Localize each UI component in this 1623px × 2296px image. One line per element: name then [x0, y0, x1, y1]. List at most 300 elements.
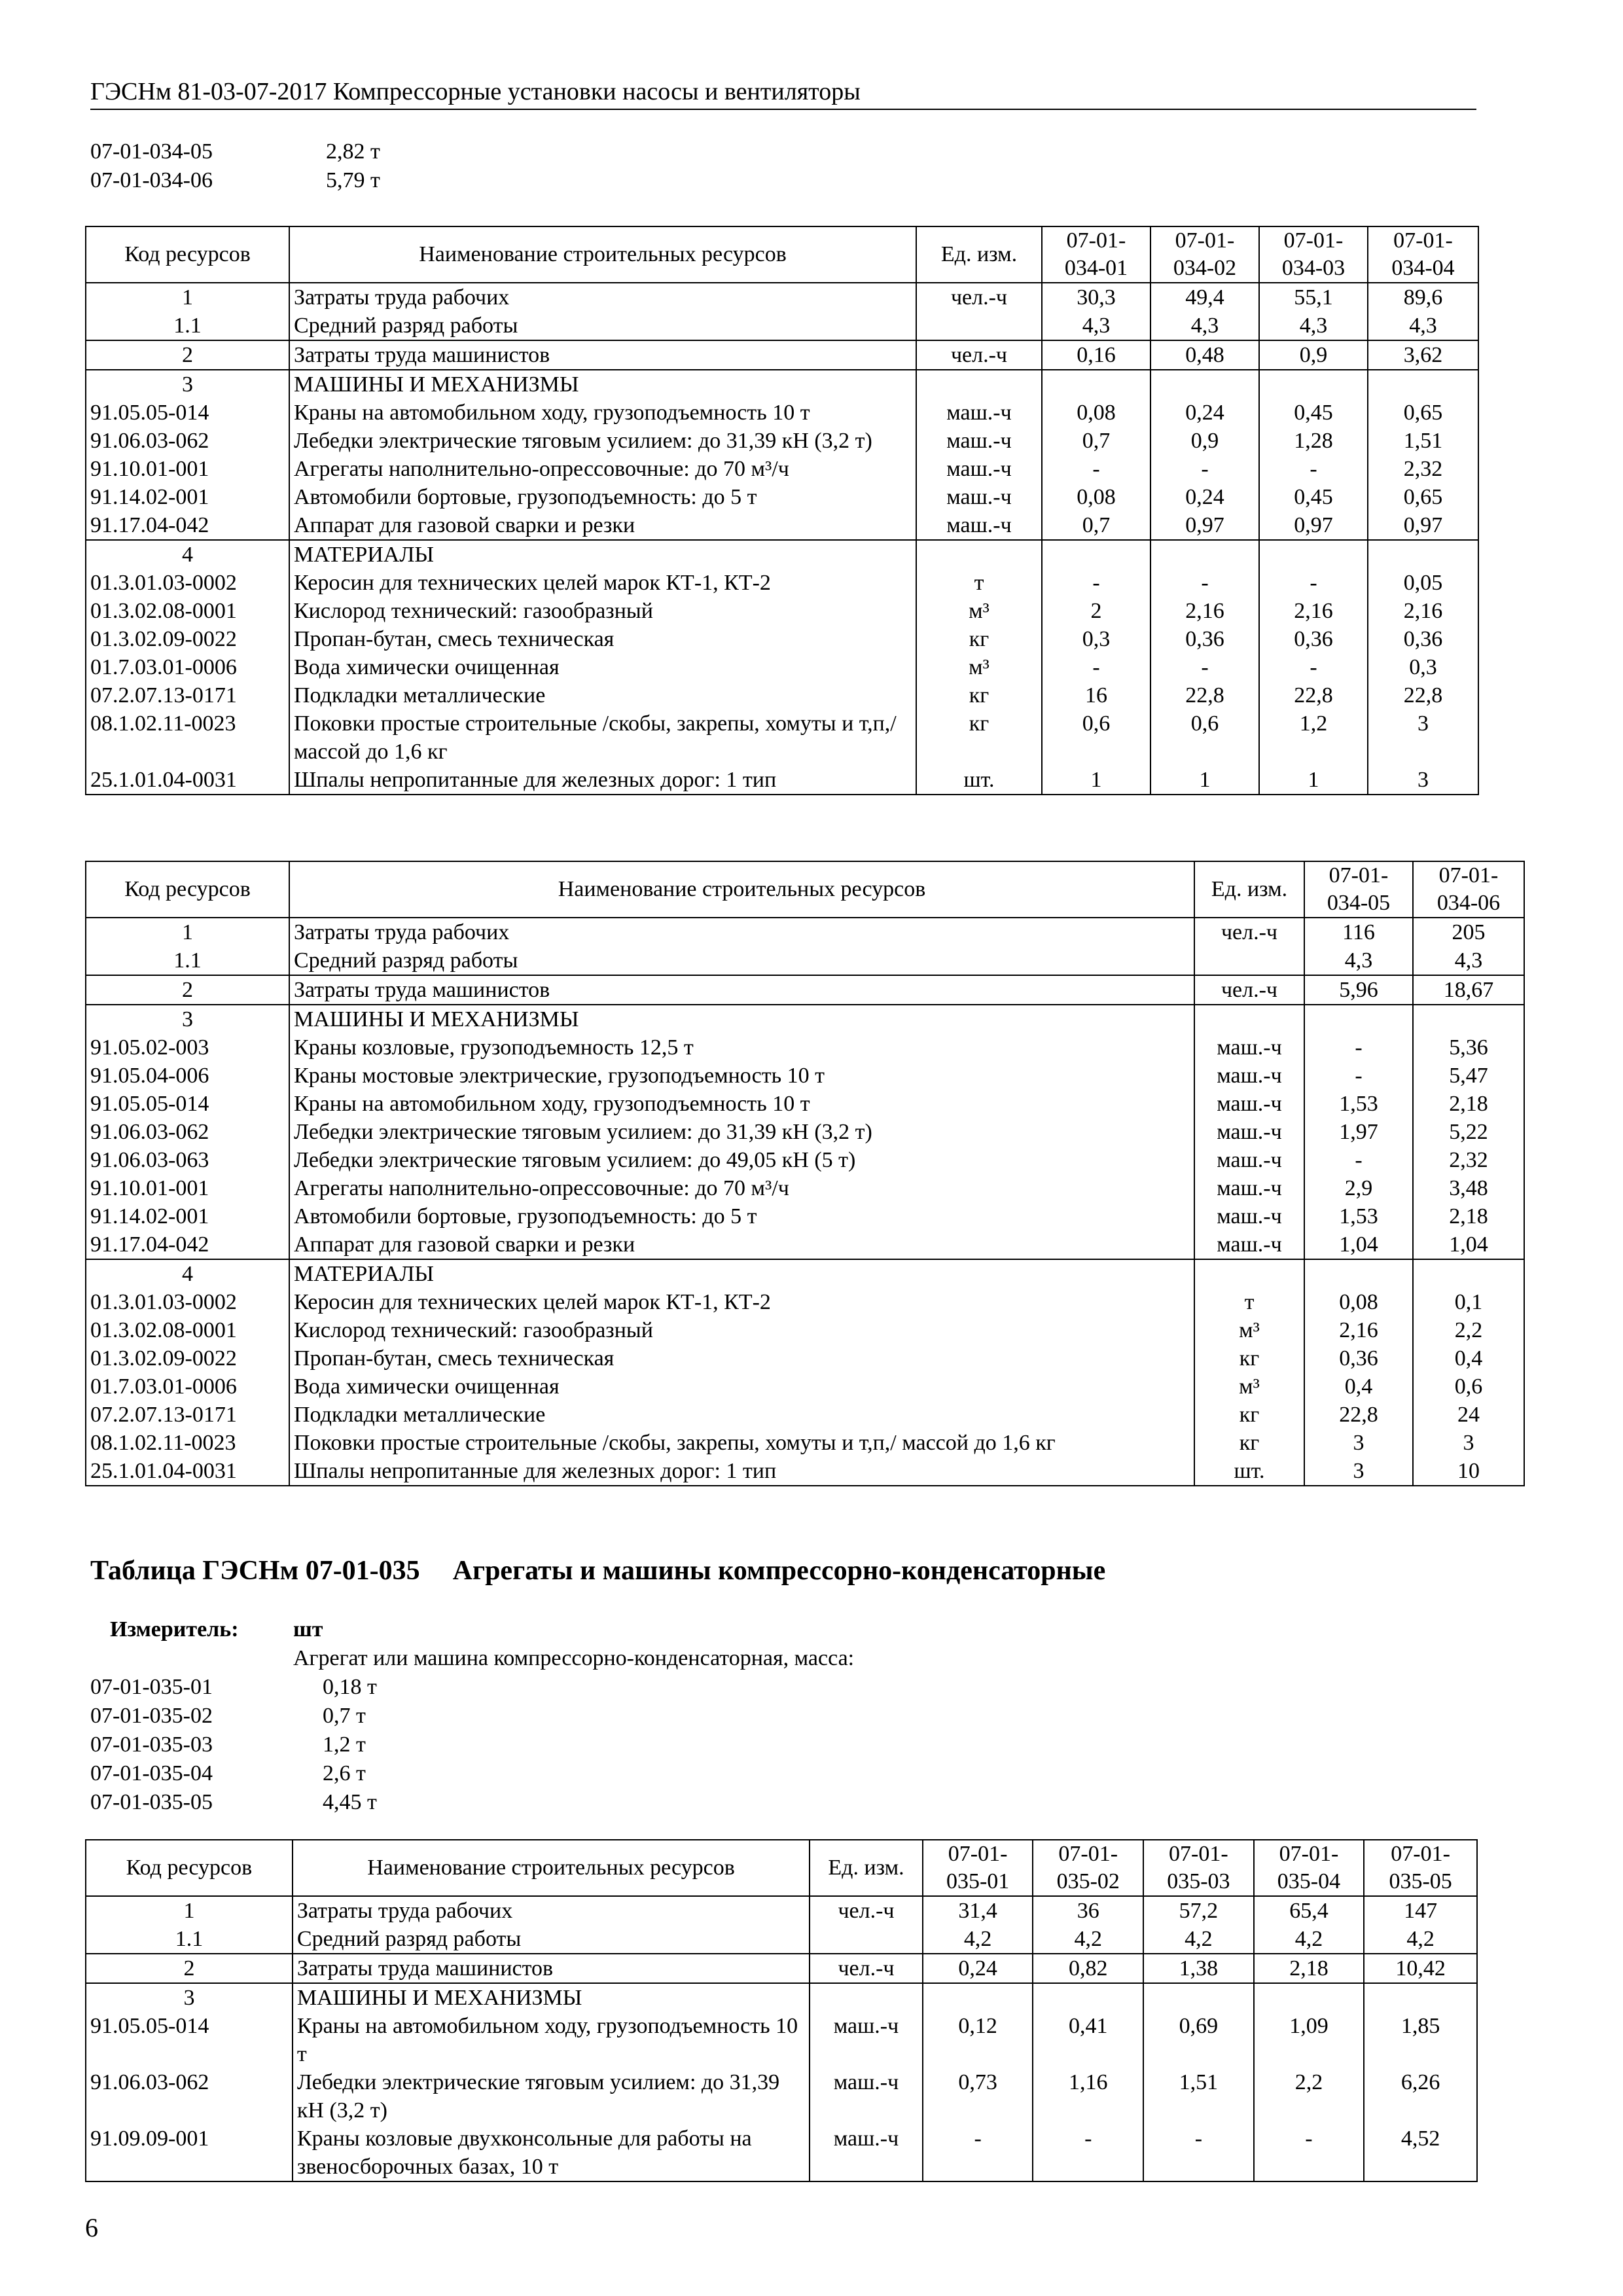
resource-value: 89,6	[1368, 283, 1478, 312]
resource-value: 0,05	[1368, 569, 1478, 597]
resource-value: 2,32	[1413, 1146, 1524, 1174]
resource-name: Шпалы непропитанные для железных дорог: 1 тип	[289, 766, 916, 795]
measure-description: Агрегат или машина компрессорно-конденсаторная, масса:	[293, 1646, 855, 1670]
resource-value: 6,26	[1364, 2068, 1477, 2125]
resources-table-035	[85, 1839, 1478, 2182]
resource-code: 1	[86, 918, 289, 946]
resource-value: 2,18	[1254, 1954, 1364, 1983]
table-row	[86, 2012, 1477, 2068]
column-header-value: 07-01- 035-01	[923, 1840, 1033, 1896]
table-row	[86, 569, 1478, 597]
resource-code: 91.06.03-063	[86, 1146, 289, 1174]
mass-value: 1,2 т	[323, 1732, 366, 1757]
column-header-value: 07-01- 035-03	[1143, 1840, 1254, 1896]
resource-name: Подкладки металлические	[289, 681, 916, 709]
resource-unit: м³	[1194, 1372, 1304, 1401]
measure-value: шт	[293, 1617, 323, 1641]
resource-value: 0,1	[1413, 1288, 1524, 1316]
resource-value: 1,04	[1304, 1230, 1413, 1259]
resource-value: 3	[1368, 709, 1478, 766]
resource-unit: маш.-ч	[810, 2125, 923, 2181]
table-row	[86, 1983, 1477, 2012]
resource-value: -	[1042, 653, 1150, 681]
resource-value: 1,2	[1259, 709, 1368, 766]
resource-value: -	[1033, 2125, 1143, 2181]
resource-name: Средний разряд работы	[293, 1925, 810, 1954]
resource-code: 4	[86, 540, 289, 569]
resource-name: Краны козловые двухконсольные для работы на звеносборочных базах, 10 т	[293, 2125, 810, 2181]
resource-unit	[810, 1925, 923, 1954]
column-header-value: 07-01- 035-05	[1364, 1840, 1477, 1896]
resource-value: 4,2	[1143, 1925, 1254, 1954]
resource-name: Средний разряд работы	[289, 946, 1194, 975]
column-header-name: Наименование строительных ресурсов	[293, 1840, 810, 1896]
column-header-value: 07-01- 034-01	[1042, 226, 1150, 283]
resource-unit: кг	[1194, 1401, 1304, 1429]
resource-value: 4,3	[1259, 312, 1368, 340]
resource-unit	[1194, 946, 1304, 975]
resource-value: 0,69	[1143, 2012, 1254, 2068]
resource-name: Краны на автомобильном ходу, грузоподъемность 10 т	[289, 1090, 1194, 1118]
mass-value: 2,6 т	[323, 1761, 366, 1785]
resource-name: Поковки простые строительные /скобы, закрепы, хомуты и т,п,/ массой до 1,6 кг	[289, 709, 916, 766]
resource-code: 1.1	[86, 312, 289, 340]
resource-code: 91.05.05-014	[86, 1090, 289, 1118]
resource-value: 4,2	[1364, 1925, 1477, 1954]
resource-value	[1413, 1005, 1524, 1033]
resource-name: Краны мостовые электрические, грузоподъемность 10 т	[289, 1062, 1194, 1090]
weight-value: 2,82 т	[326, 139, 380, 164]
resource-code: 3	[86, 1983, 293, 2012]
column-header-value: 07-01- 034-02	[1150, 226, 1259, 283]
resource-name: Поковки простые строительные /скобы, закрепы, хомуты и т,п,/ массой до 1,6 кг	[289, 1429, 1194, 1457]
mass-code: 07-01-035-04	[90, 1761, 213, 1785]
resource-code: 2	[86, 340, 289, 370]
resource-value: 2,2	[1413, 1316, 1524, 1344]
resource-code: 2	[86, 975, 289, 1005]
column-header-unit: Ед. изм.	[810, 1840, 923, 1896]
resource-name: Краны на автомобильном ходу, грузоподъемность 10 т	[289, 399, 916, 427]
resource-value: 36	[1033, 1896, 1143, 1925]
resource-name: Кислород технический: газообразный	[289, 1316, 1194, 1344]
resource-name: Затраты труда рабочих	[293, 1896, 810, 1925]
resource-unit: маш.-ч	[916, 455, 1042, 483]
table-row	[86, 766, 1478, 795]
weight-code: 07-01-034-06	[90, 168, 213, 192]
resource-code: 91.10.01-001	[86, 1174, 289, 1202]
resource-code: 91.14.02-001	[86, 483, 289, 511]
resource-value: 2,18	[1413, 1090, 1524, 1118]
resource-value: 10	[1413, 1457, 1524, 1486]
resource-unit: маш.-ч	[810, 2012, 923, 2068]
resource-code: 01.7.03.01-0006	[86, 653, 289, 681]
resource-value	[1368, 540, 1478, 569]
resource-value	[1413, 1259, 1524, 1288]
resource-name: Лебедки электрические тяговым усилием: до 31,39 кН (3,2 т)	[289, 1118, 1194, 1146]
resource-name: Пропан-бутан, смесь техническая	[289, 625, 916, 653]
resource-value: 0,7	[1042, 511, 1150, 540]
table-row	[86, 511, 1478, 540]
resource-value: -	[1150, 653, 1259, 681]
resource-code: 4	[86, 1259, 289, 1288]
table-row	[86, 1146, 1524, 1174]
resource-unit: кг	[916, 681, 1042, 709]
column-header-value: 07-01- 035-02	[1033, 1840, 1143, 1896]
resource-value: 2,16	[1259, 597, 1368, 625]
mass-item	[90, 1702, 1209, 1731]
resource-unit: чел.-ч	[810, 1896, 923, 1925]
resource-value: 2,18	[1413, 1202, 1524, 1230]
resource-value: 0,4	[1304, 1372, 1413, 1401]
resource-value: 2,16	[1368, 597, 1478, 625]
measure-block	[90, 1615, 1209, 1817]
mass-value: 4,45 т	[323, 1790, 377, 1814]
resource-code: 01.3.02.09-0022	[86, 625, 289, 653]
resource-value: 1	[1259, 766, 1368, 795]
resource-value: 4,2	[1033, 1925, 1143, 1954]
resource-code: 91.17.04-042	[86, 511, 289, 540]
resource-value: 4,3	[1413, 946, 1524, 975]
resource-value: 55,1	[1259, 283, 1368, 312]
resource-name: Вода химически очищенная	[289, 1372, 1194, 1401]
resource-unit: маш.-ч	[1194, 1202, 1304, 1230]
resource-value: 0,45	[1259, 399, 1368, 427]
resource-code: 07.2.07.13-0171	[86, 1401, 289, 1429]
table-row	[86, 1896, 1477, 1925]
resource-value: 1,28	[1259, 427, 1368, 455]
resource-value: 24	[1413, 1401, 1524, 1429]
table-row	[86, 2125, 1477, 2181]
resource-value: 1,97	[1304, 1118, 1413, 1146]
resource-value: 0,3	[1042, 625, 1150, 653]
resource-code: 1	[86, 1896, 293, 1925]
table-row	[86, 1316, 1524, 1344]
resource-unit: чел.-ч	[916, 283, 1042, 312]
table-row	[86, 427, 1478, 455]
table-row	[86, 1429, 1524, 1457]
resource-value: 4,3	[1304, 946, 1413, 975]
resource-unit: маш.-ч	[1194, 1033, 1304, 1062]
resource-value: -	[1304, 1033, 1413, 1062]
table-number: Таблица ГЭСНм 07-01-035	[90, 1556, 420, 1586]
resource-value: 0,08	[1042, 399, 1150, 427]
resource-code: 91.06.03-062	[86, 1118, 289, 1146]
resource-value: 0,9	[1259, 340, 1368, 370]
resource-value: 0,65	[1368, 399, 1478, 427]
resource-value: 4,52	[1364, 2125, 1477, 2181]
table-name: Агрегаты и машины компрессорно-конденсаторные	[452, 1556, 1106, 1586]
weight-code: 07-01-034-05	[90, 139, 213, 164]
resource-value: 0,36	[1368, 625, 1478, 653]
resource-code: 91.09.09-001	[86, 2125, 293, 2181]
column-header-name: Наименование строительных ресурсов	[289, 861, 1194, 918]
resource-value: 0,97	[1259, 511, 1368, 540]
table-row	[86, 1005, 1524, 1033]
resource-name: Затраты труда машинистов	[293, 1954, 810, 1983]
resource-value: -	[1304, 1146, 1413, 1174]
resource-code: 25.1.01.04-0031	[86, 1457, 289, 1486]
table-row	[86, 540, 1478, 569]
table-row	[86, 1202, 1524, 1230]
resource-name: Керосин для технических целей марок КТ-1, КТ-2	[289, 569, 916, 597]
table-title	[90, 1554, 1105, 1587]
resource-name: Затраты труда машинистов	[289, 975, 1194, 1005]
resource-value	[1259, 540, 1368, 569]
resource-name: Затраты труда машинистов	[289, 340, 916, 370]
table-row	[86, 1457, 1524, 1486]
resource-code: 91.14.02-001	[86, 1202, 289, 1230]
resource-unit: маш.-ч	[1194, 1062, 1304, 1090]
table-row	[86, 1925, 1477, 1954]
resource-unit	[916, 540, 1042, 569]
column-header-name: Наименование строительных ресурсов	[289, 226, 916, 283]
resource-unit: кг	[916, 709, 1042, 766]
resource-value: 1,51	[1368, 427, 1478, 455]
resource-code: 01.3.02.09-0022	[86, 1344, 289, 1372]
resource-name: Вода химически очищенная	[289, 653, 916, 681]
resource-code: 08.1.02.11-0023	[86, 1429, 289, 1457]
resource-value: -	[1254, 2125, 1364, 2181]
resource-unit: маш.-ч	[810, 2068, 923, 2125]
resource-code: 1	[86, 283, 289, 312]
weight-item	[90, 137, 522, 166]
resource-code: 1.1	[86, 1925, 293, 1954]
document-title: ГЭСНм 81-03-07-2017 Компрессорные установки насосы и вентиляторы	[90, 78, 861, 105]
resource-value: 3	[1304, 1457, 1413, 1486]
table-row	[86, 681, 1478, 709]
mass-item	[90, 1788, 1209, 1817]
resource-value: 3	[1304, 1429, 1413, 1457]
resource-value: 3	[1413, 1429, 1524, 1457]
resource-unit	[916, 370, 1042, 399]
resource-code: 01.3.01.03-0002	[86, 1288, 289, 1316]
table-row	[86, 597, 1478, 625]
resource-value: 0,24	[1150, 399, 1259, 427]
resource-value: 4,3	[1042, 312, 1150, 340]
mass-code: 07-01-035-01	[90, 1675, 213, 1699]
resource-value: 1	[1042, 766, 1150, 795]
resource-value: -	[1259, 569, 1368, 597]
resource-value	[1042, 540, 1150, 569]
table-row	[86, 918, 1524, 946]
resource-value	[1259, 370, 1368, 399]
resource-value: 5,96	[1304, 975, 1413, 1005]
column-header-unit: Ед. изм.	[916, 226, 1042, 283]
resource-unit	[1194, 1005, 1304, 1033]
resource-code: 01.3.02.08-0001	[86, 1316, 289, 1344]
resource-value	[1150, 540, 1259, 569]
table-row	[86, 1174, 1524, 1202]
resource-value: 1,85	[1364, 2012, 1477, 2068]
resource-name: Лебедки электрические тяговым усилием: до 49,05 кН (5 т)	[289, 1146, 1194, 1174]
resource-value: 0,41	[1033, 2012, 1143, 2068]
resource-value: -	[1150, 455, 1259, 483]
resource-value: -	[1042, 569, 1150, 597]
resource-unit: маш.-ч	[916, 427, 1042, 455]
table-row	[86, 1090, 1524, 1118]
resource-unit: шт.	[1194, 1457, 1304, 1486]
column-header-value: 07-01- 034-04	[1368, 226, 1478, 283]
resource-value: 65,4	[1254, 1896, 1364, 1925]
table-row	[86, 946, 1524, 975]
resource-value	[923, 1983, 1033, 2012]
resource-value	[1143, 1983, 1254, 2012]
resource-value: 0,24	[1150, 483, 1259, 511]
column-header-value: 07-01- 034-06	[1413, 861, 1524, 918]
resource-value: 2,16	[1304, 1316, 1413, 1344]
table-row	[86, 1033, 1524, 1062]
resource-value: 2,2	[1254, 2068, 1364, 2125]
resource-value: 0,65	[1368, 483, 1478, 511]
resource-value: -	[1304, 1062, 1413, 1090]
resource-code: 3	[86, 370, 289, 399]
resource-name: Автомобили бортовые, грузоподъемность: до 5 т	[289, 1202, 1194, 1230]
column-header-unit: Ед. изм.	[1194, 861, 1304, 918]
resource-unit: кг	[916, 625, 1042, 653]
resource-name: МАТЕРИАЛЫ	[289, 540, 916, 569]
resource-unit: м³	[916, 597, 1042, 625]
resource-value: 3,48	[1413, 1174, 1524, 1202]
table-row	[86, 1230, 1524, 1259]
resource-name: Лебедки электрические тяговым усилием: до 31,39 кН (3,2 т)	[289, 427, 916, 455]
page-number: 6	[85, 2213, 98, 2242]
table-row	[86, 483, 1478, 511]
resource-unit: кг	[1194, 1344, 1304, 1372]
resource-code: 91.17.04-042	[86, 1230, 289, 1259]
resource-value: 3	[1368, 766, 1478, 795]
resource-unit: маш.-ч	[916, 511, 1042, 540]
resource-code: 91.10.01-001	[86, 455, 289, 483]
resource-value	[1150, 370, 1259, 399]
resource-value: 0,36	[1150, 625, 1259, 653]
table-row	[86, 1062, 1524, 1090]
resource-value: -	[923, 2125, 1033, 2181]
resource-code: 91.05.04-006	[86, 1062, 289, 1090]
resource-value: 1,51	[1143, 2068, 1254, 2125]
resource-value: 0,4	[1413, 1344, 1524, 1372]
resource-code: 3	[86, 1005, 289, 1033]
table-row	[86, 399, 1478, 427]
resource-code: 2	[86, 1954, 293, 1983]
resource-value: 22,8	[1368, 681, 1478, 709]
resource-value	[1304, 1259, 1413, 1288]
resource-value: 4,2	[923, 1925, 1033, 1954]
resource-name: Пропан-бутан, смесь техническая	[289, 1344, 1194, 1372]
resource-value: -	[1143, 2125, 1254, 2181]
resource-name: Керосин для технических целей марок КТ-1, КТ-2	[289, 1288, 1194, 1316]
resource-code: 01.3.02.08-0001	[86, 597, 289, 625]
resource-value: 5,47	[1413, 1062, 1524, 1090]
resource-value: 0,24	[923, 1954, 1033, 1983]
resource-value: 0,36	[1304, 1344, 1413, 1372]
resource-unit	[1194, 1259, 1304, 1288]
resource-value: 0,45	[1259, 483, 1368, 511]
resource-unit: чел.-ч	[1194, 975, 1304, 1005]
resource-value: 2,16	[1150, 597, 1259, 625]
resource-unit: маш.-ч	[1194, 1118, 1304, 1146]
table-row	[86, 455, 1478, 483]
resource-value: 1,04	[1413, 1230, 1524, 1259]
resource-value: 0,97	[1150, 511, 1259, 540]
resource-name: МАШИНЫ И МЕХАНИЗМЫ	[293, 1983, 810, 2012]
resource-value: 0,73	[923, 2068, 1033, 2125]
resource-code: 01.7.03.01-0006	[86, 1372, 289, 1401]
table-row	[86, 1401, 1524, 1429]
resource-unit: чел.-ч	[916, 340, 1042, 370]
resource-code: 01.3.01.03-0002	[86, 569, 289, 597]
resource-name: Затраты труда рабочих	[289, 918, 1194, 946]
resource-value: 0,08	[1304, 1288, 1413, 1316]
table-row	[86, 1118, 1524, 1146]
resources-table-034-01-04	[85, 226, 1479, 795]
resource-value: 3,62	[1368, 340, 1478, 370]
resource-unit: шт.	[916, 766, 1042, 795]
resource-value: 10,42	[1364, 1954, 1477, 1983]
resource-name: Агрегаты наполнительно-опрессовочные: до 70 м³/ч	[289, 455, 916, 483]
resource-value: 0,48	[1150, 340, 1259, 370]
resource-unit: т	[916, 569, 1042, 597]
resource-value: 18,67	[1413, 975, 1524, 1005]
resource-name: Подкладки металлические	[289, 1401, 1194, 1429]
measure-label: Измеритель:	[110, 1617, 239, 1641]
resource-value	[1364, 1983, 1477, 2012]
resource-code: 91.05.02-003	[86, 1033, 289, 1062]
resource-value: 16	[1042, 681, 1150, 709]
mass-code: 07-01-035-02	[90, 1704, 213, 1728]
resource-unit: маш.-ч	[916, 399, 1042, 427]
resource-value: 1,16	[1033, 2068, 1143, 2125]
resource-unit	[916, 312, 1042, 340]
mass-value: 0,7 т	[323, 1704, 366, 1728]
resource-value: 4,3	[1368, 312, 1478, 340]
table-row	[86, 653, 1478, 681]
resource-name: МАШИНЫ И МЕХАНИЗМЫ	[289, 1005, 1194, 1033]
weight-list	[90, 137, 522, 195]
column-header-value: 07-01- 035-04	[1254, 1840, 1364, 1896]
resource-unit	[810, 1983, 923, 2012]
resource-value: 22,8	[1304, 1401, 1413, 1429]
resource-value: 0,9	[1150, 427, 1259, 455]
resource-value: 116	[1304, 918, 1413, 946]
table-row	[86, 312, 1478, 340]
resource-value: 0,6	[1042, 709, 1150, 766]
mass-item	[90, 1673, 1209, 1702]
resource-value: 0,36	[1259, 625, 1368, 653]
resource-value: 31,4	[923, 1896, 1033, 1925]
resource-value: -	[1042, 455, 1150, 483]
resource-value: 1	[1150, 766, 1259, 795]
page-header	[90, 77, 1476, 110]
resource-value: 2,9	[1304, 1174, 1413, 1202]
resource-code: 08.1.02.11-0023	[86, 709, 289, 766]
table-row	[86, 709, 1478, 766]
resource-value: 2,32	[1368, 455, 1478, 483]
resource-value	[1042, 370, 1150, 399]
resource-unit: чел.-ч	[810, 1954, 923, 1983]
column-header-code: Код ресурсов	[86, 226, 289, 283]
resource-value: -	[1259, 653, 1368, 681]
resource-value: 5,36	[1413, 1033, 1524, 1062]
resource-code: 91.05.05-014	[86, 2012, 293, 2068]
resource-value: 4,3	[1150, 312, 1259, 340]
resource-value	[1033, 1983, 1143, 2012]
resource-value: 2	[1042, 597, 1150, 625]
resource-code: 91.06.03-062	[86, 2068, 293, 2125]
table-row	[86, 1259, 1524, 1288]
resource-value: 0,6	[1150, 709, 1259, 766]
resource-unit: маш.-ч	[1194, 1174, 1304, 1202]
resource-code: 25.1.01.04-0031	[86, 766, 289, 795]
